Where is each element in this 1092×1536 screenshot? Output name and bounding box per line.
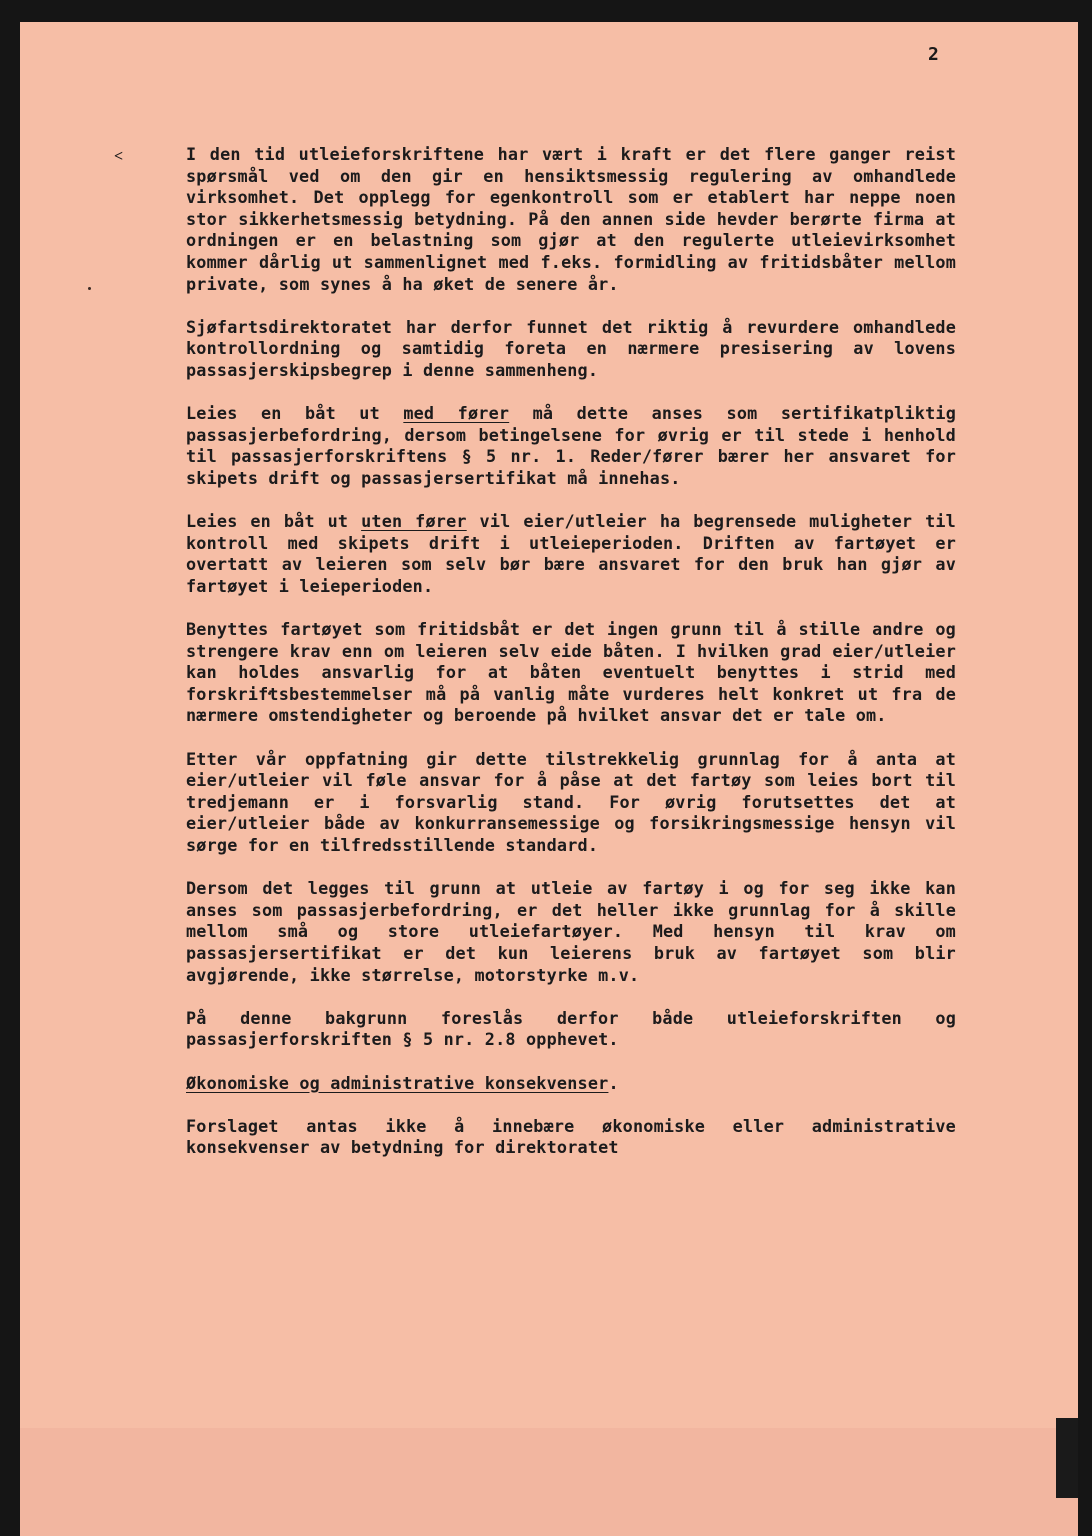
section-heading-period: . xyxy=(608,1072,619,1093)
section-heading-text: Økonomiske og administrative konsekvenser xyxy=(186,1072,609,1093)
underlined-term-med-forer: med fører xyxy=(403,403,510,424)
underlined-term-uten-forer: uten fører xyxy=(361,511,467,532)
paragraph-3-rest: må dette anses som sertifikatpliktig passasjerbefordring, dersom betingelsene for øvrig er til stede i henhold til passasjerforskriftens § 5 nr. 1. Reder/fører bærer her ansvaret for skipets drift og passasjersertifikat må innehas. xyxy=(186,403,956,488)
paragraph-7: Dersom det legges til grunn at utleie av fartøy i og for seg ikke kan anses som passasjerbefordring, er det heller ikke grunnlag for å skille mellom små og store utleiefartøyer. Med hensyn til krav om passasjersertifikat er det kun leierens bruk av fartøyet som blir avgjørende, ikke størrelse, motorstyrke m.v. xyxy=(186,878,956,985)
paragraph-3-lead: Leies en båt ut xyxy=(186,403,404,424)
paper-bottom-strip xyxy=(20,1428,1078,1536)
scan-border-right xyxy=(1078,0,1092,1536)
scan-border-top xyxy=(0,0,1092,22)
paragraph-4 xyxy=(186,511,956,597)
paragraph-2: Sjøfartsdirektoratet har derfor funnet det riktig å revurdere omhandlede kontrollordning og samtidig foreta en nærmere presisering av lovens passasjerskipsbegrep i denne sammenheng. xyxy=(186,316,956,380)
paragraph-3 xyxy=(186,403,956,489)
section-heading xyxy=(186,1073,956,1095)
paragraph-6: Etter vår oppfatning gir dette tilstrekkelig grunnlag for å anta at eier/utleier vil føle ansvar for å påse at det fartøy som leies bort til tredjemann er i forsvarlig stand. For øvrig forutsettes det at eier/utleier både av konkurransemessige og forsikringsmessige hensyn vil sørge for en tilfredsstillende standard. xyxy=(186,748,956,855)
scan-border-left xyxy=(0,0,20,1536)
paragraph-8: På denne bakgrunn foreslås derfor både utleieforskriften og passasjerforskriften § 5 nr. 2.8 opphevet. xyxy=(186,1007,956,1050)
paragraph-5: Benyttes fartøyet som fritidsbåt er det ingen grunn til å stille andre og strengere krav enn om leieren selv eide båten. I hvilken grad eier/utleier kan holdes ansvarlig for at båten eventuelt benyttes i strid med forskriftsbestemmelser må på vanlig måte vurderes helt konkret ut fra de nærmere omstendigheter og beroende på hvilket ansvar det er tale om. xyxy=(186,619,956,726)
paragraph-1: I den tid utleieforskriftene har vært i kraft er det flere ganger reist spørsmål ved om den gir en hensiktsmessig regulering av omhandlede virksomhet. Det opplegg for egenkontroll som er etablert har neppe noen stor sikkerhetsmessig betydning. På den annen side hevder berørte firma at ordningen er en belastning som gjør at den regulerte utleievirksomhet kommer dårlig ut sammenlignet med f.eks. formidling av fritidsbåter mellom private, som synes å ha øket de senere år. xyxy=(186,144,956,294)
paragraph-4-lead: Leies en båt ut xyxy=(186,511,362,532)
speck-mark xyxy=(88,287,91,290)
letter-body xyxy=(186,144,956,1181)
page-number: 2 xyxy=(928,44,939,65)
section-paragraph: Forslaget antas ikke å innebære økonomiske eller administrative konsekvenser av betydning for direktoratet xyxy=(186,1115,956,1158)
paragraph-4-rest: vil eier/utleier ha begrensede muligheter til kontroll med skipets drift i utleieperioden. Driften av fartøyet er overtatt av leieren som selv bør bære ansvaret for den bruk han gjør av fartøyet i leieperioden. xyxy=(186,511,956,596)
margin-mark: ˂ xyxy=(114,146,124,165)
scan-edge-mark xyxy=(1056,1418,1078,1498)
